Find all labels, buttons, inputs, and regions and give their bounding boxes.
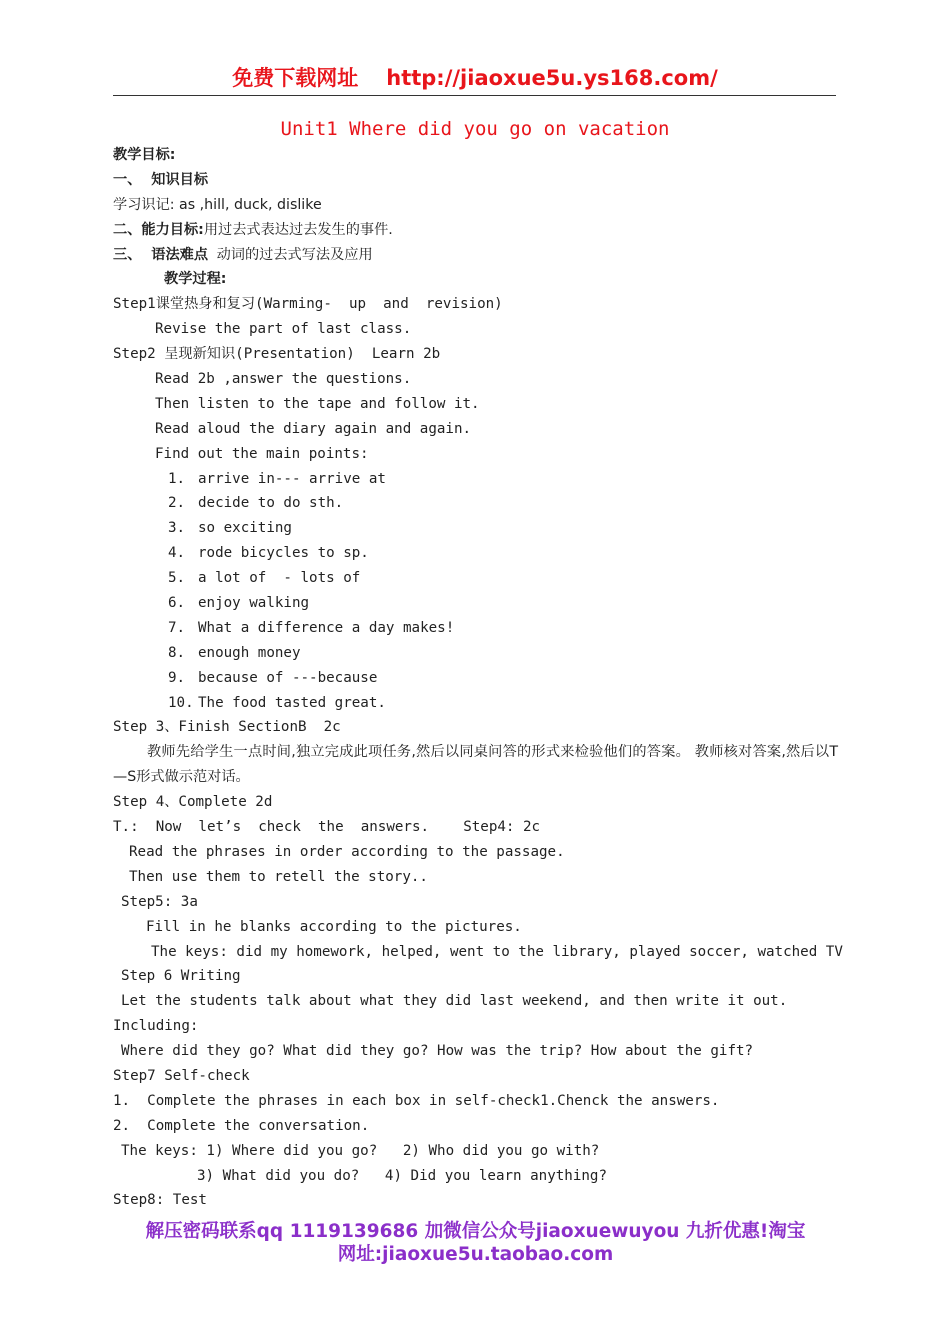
footer-contact: 解压密码联系qq 1119139686 加微信公众号jiaoxuewuyou 九折优惠!淘宝: [145, 1221, 806, 1242]
document-body: [113, 143, 843, 1213]
page-title: Unit1 Where did you go on vacation: [280, 118, 670, 140]
step7-keys: 3) What did you do? 4) Did you learn anything?: [197, 1167, 607, 1184]
list-item: 5. a lot of - lots of: [168, 570, 361, 587]
step1-heading: Step1课堂热身和复习(Warming- up and revision): [113, 296, 503, 313]
list-item: 10. The food tasted great.: [168, 694, 386, 711]
step4-teacher-line: T.: Now let’s check the answers. Step4: 2c: [113, 819, 541, 836]
step3-heading: Step 3、Finish SectionB 2c: [113, 719, 341, 736]
ability-objectives: [113, 218, 838, 243]
step6-heading: Step 6 Writing: [121, 968, 241, 985]
main-points-list: [113, 467, 838, 716]
step7-keys: The keys: 1) Where did you go? 2) Who did you go with?: [121, 1142, 600, 1159]
step4-heading: Step 4、Complete 2d: [113, 794, 273, 811]
grammar-difficulty: [113, 243, 838, 268]
step2-line: Read 2b ,answer the questions.: [155, 371, 412, 388]
step7-heading: Step7 Self-check: [113, 1067, 250, 1084]
step3-body: 教师先给学生一点时间,独立完成此项任务,然后以同桌问答的形式来检验他们的答案。 教师核对答案,然后以T—S形式做示范对话。: [113, 744, 838, 786]
step2-line: Read aloud the diary again and again.: [155, 420, 472, 437]
header-banner: [0, 62, 950, 92]
knowledge-objectives-body: 学习识记: as ,hill, duck, dislike: [113, 196, 322, 213]
header-url-link[interactable]: http://jiaoxue5u.ys168.com/: [386, 66, 718, 90]
list-item: 9. because of ---because: [168, 669, 378, 686]
objectives-heading: 教学目标:: [113, 147, 176, 163]
step6-body: Let the students talk about what they did last weekend, and then write it out.: [121, 993, 788, 1010]
list-item: 2. decide to do sth.: [168, 495, 344, 512]
step5-body: Fill in he blanks according to the pictures.: [146, 918, 522, 935]
list-item: 1. arrive in--- arrive at: [168, 470, 386, 487]
ability-objectives-body: 用过去式表达过去发生的事件.: [203, 221, 393, 238]
step1-body: Revise the part of last class.: [155, 321, 412, 338]
step8-heading: Step8: Test: [113, 1192, 207, 1209]
step2-line: Then listen to the tape and follow it.: [155, 395, 480, 412]
header-label: 免费下载网址: [232, 66, 359, 90]
step7-item: 2. Complete the conversation.: [113, 1117, 370, 1134]
ability-objectives-heading: 二、能力目标:: [113, 221, 204, 238]
grammar-difficulty-heading: 三、 语法难点: [113, 246, 209, 263]
process-heading: 教学过程:: [164, 271, 227, 288]
step5-heading: Step5: 3a: [121, 893, 198, 910]
step2-line: Find out the main points:: [155, 445, 369, 462]
list-item: 4. rode bicycles to sp.: [168, 545, 369, 562]
including-label: Including:: [113, 1018, 199, 1035]
step4-line: Then use them to retell the story..: [129, 868, 428, 885]
footer-shop-link[interactable]: 网址:jiaoxue5u.taobao.com: [337, 1244, 614, 1265]
step5-keys: The keys: did my homework, helped, went to the library, played soccer, watched TV: [151, 943, 843, 960]
step7-item: 1. Complete the phrases in each box in self-check1.Chenck the answers.: [113, 1092, 720, 1109]
knowledge-objectives-heading: 一、 知识目标: [113, 171, 209, 188]
step4-line: Read the phrases in order according to the passage.: [129, 843, 565, 860]
header-divider: [113, 95, 836, 96]
list-item: 6. enjoy walking: [168, 595, 310, 612]
footer-banner: [113, 1220, 838, 1266]
including-body: Where did they go? What did they go? How was the trip? How about the gift?: [121, 1043, 754, 1060]
step2-heading: Step2 呈现新知识(Presentation) Learn 2b: [113, 346, 441, 363]
grammar-difficulty-body: 动词的过去式写法及应用: [216, 246, 373, 263]
list-item: 8. enough money: [168, 644, 301, 661]
list-item: 7. What a difference a day makes!: [168, 619, 455, 636]
list-item: 3. so exciting: [168, 520, 292, 537]
